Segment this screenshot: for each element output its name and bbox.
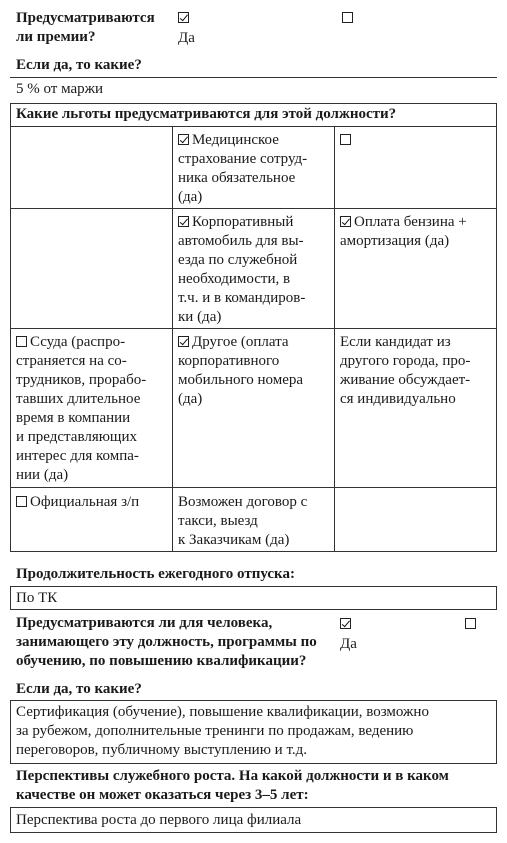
fuel-payment-label: Оплата бензина + амортизация (да): [340, 214, 467, 249]
relocation-note: Если кандидат из другого города, про- живание обсуждает- ся индивидуально: [340, 334, 471, 407]
benefit-cell: [178, 213, 332, 327]
divider: [10, 126, 497, 127]
medical-insurance-checkbox[interactable]: [178, 134, 189, 145]
company-car-label: Корпоративный автомобиль для вы- езда по служебной необходимости, в т.ч. и в командиров- ки (да): [178, 214, 306, 325]
benefit-cell: [178, 131, 332, 207]
divider: [334, 126, 335, 552]
benefit-cell: [340, 131, 494, 150]
company-car-checkbox[interactable]: [178, 216, 189, 227]
divider: [10, 77, 497, 78]
other-label: Другое (оплата корпоративного мобильного номера (да): [178, 334, 304, 407]
benefit-cell: [178, 333, 332, 409]
benefit-cell: [16, 493, 172, 512]
bonuses-which-question: Если да, то какие?: [16, 57, 142, 73]
training-no-option[interactable]: [465, 615, 479, 634]
bonuses-no-checkbox[interactable]: [342, 12, 353, 23]
benefit-cell: [340, 213, 500, 251]
bonuses-yes-checkbox[interactable]: [178, 12, 189, 23]
divider: [10, 208, 497, 209]
taxi-note: Возможен договор с такси, выезд к Заказчикам (да): [178, 494, 308, 548]
vacation-answer: По ТК: [16, 590, 58, 606]
loan-checkbox[interactable]: [16, 336, 27, 347]
bonuses-yes-option[interactable]: [178, 9, 195, 46]
training-question: Предусматриваются ли для человека, занимающего эту должность, программы по обучению, по повышению квалификации?: [16, 615, 317, 669]
fuel-payment-checkbox[interactable]: [340, 216, 351, 227]
official-salary-checkbox[interactable]: [16, 496, 27, 507]
official-salary-label: Официальная з/п: [30, 494, 140, 510]
training-which-answer: Сертификация (обучение), повышение квалификации, возможно за рубежом, дополнительные тренинги по продажам, ведению переговоров, публичному выступлению и т.д.: [16, 704, 429, 758]
bonuses-question: Предусматриваются ли премии?: [16, 10, 155, 45]
career-answer: Перспектива роста до первого лица филиала: [16, 812, 302, 828]
divider: [172, 126, 173, 552]
career-question: Перспективы служебного роста. На какой должности и в каком качестве он может оказаться через 3–5 лет:: [16, 768, 449, 803]
vacation-answer-box: [10, 586, 497, 610]
benefit-cell: [16, 333, 172, 485]
benefits-question: Какие льготы предусматриваются для этой должности?: [16, 106, 397, 122]
divider: [10, 328, 497, 329]
bonuses-no-option[interactable]: [342, 9, 356, 28]
medical-insurance-label: Медицинское страхование сотруд- ника обязательное (да): [178, 132, 308, 205]
bonuses-yes-label: Да: [178, 30, 195, 46]
other-checkbox[interactable]: [178, 336, 189, 347]
divider: [10, 487, 497, 488]
training-no-checkbox[interactable]: [465, 618, 476, 629]
vacation-question: Продолжительность ежегодного отпуска:: [16, 566, 295, 582]
training-yes-label: Да: [340, 636, 357, 652]
loan-label: Ссуда (распро- страняется на со- трудников, прорабо- тавших длительное время в компании и представляющих интерес для компа- нии (да): [16, 334, 147, 483]
training-yes-option[interactable]: [340, 615, 357, 652]
training-yes-checkbox[interactable]: [340, 618, 351, 629]
training-which-question: Если да, то какие?: [16, 681, 142, 697]
bonuses-which-answer: 5 % от маржи: [16, 81, 104, 97]
benefit-empty-checkbox[interactable]: [340, 134, 351, 145]
